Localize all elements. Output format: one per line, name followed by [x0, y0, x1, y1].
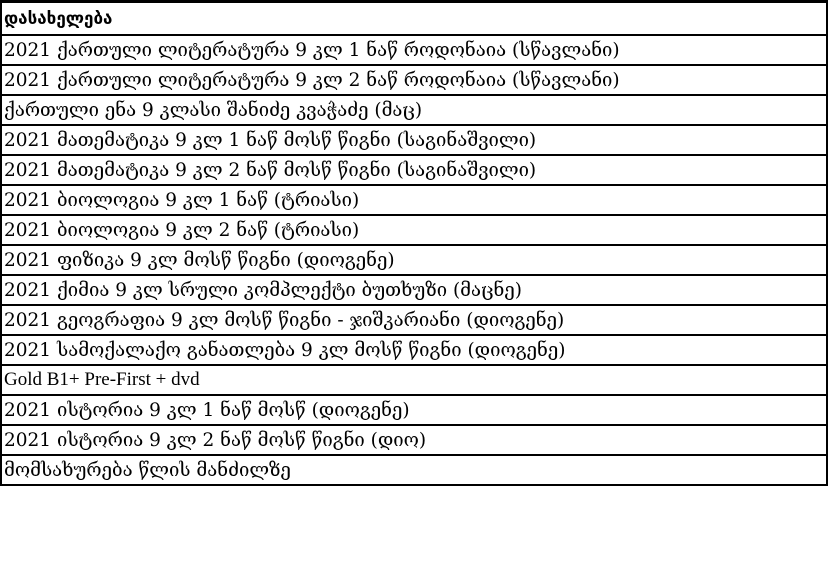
table-row — [1, 275, 827, 305]
table-cell-name: 2021 ფიზიკა 9 კლ მოსწ წიგნი (დიოგენე) — [1, 245, 827, 275]
table-cell-name: 2021 მათემატიკა 9 კლ 1 ნაწ მოსწ წიგნი (საგინაშვილი) — [1, 125, 827, 155]
table-cell-name: მომსახურება წლის მანძილზე — [1, 455, 827, 485]
table-row — [1, 65, 827, 95]
table-row — [1, 245, 827, 275]
table-cell-name: 2021 ისტორია 9 კლ 2 ნაწ მოსწ წიგნი (დიო) — [1, 425, 827, 455]
table-cell-name: 2021 ქართული ლიტერატურა 9 კლ 2 ნაწ როდონაია (სწავლანი) — [1, 65, 827, 95]
table-cell-name: 2021 ბიოლოგია 9 კლ 1 ნაწ (ტრიასი) — [1, 185, 827, 215]
table-row — [1, 395, 827, 425]
table-cell-name: 2021 მათემატიკა 9 კლ 2 ნაწ მოსწ წიგნი (საგინაშვილი) — [1, 155, 827, 185]
table-row — [1, 155, 827, 185]
table-header-row — [1, 2, 827, 36]
table-row — [1, 335, 827, 365]
table-row — [1, 455, 827, 485]
table-cell-name: 2021 ქიმია 9 კლ სრული კომპლექტი ბუთხუზი (მაცნე) — [1, 275, 827, 305]
column-header-name: დასახელება — [1, 2, 827, 36]
table-cell-name: Gold B1+ Pre-First + dvd — [1, 365, 827, 395]
table-row — [1, 35, 827, 65]
table-cell-name: 2021 ბიოლოგია 9 კლ 2 ნაწ (ტრიასი) — [1, 215, 827, 245]
table-cell-name: 2021 სამოქალაქო განათლება 9 კლ მოსწ წიგნი (დიოგენე) — [1, 335, 827, 365]
table-cell-name: 2021 ისტორია 9 კლ 1 ნაწ მოსწ (დიოგენე) — [1, 395, 827, 425]
table-row — [1, 305, 827, 335]
table-row — [1, 95, 827, 125]
table-row — [1, 425, 827, 455]
table-cell-name: 2021 გეოგრაფია 9 კლ მოსწ წიგნი - ჯიშკარიანი (დიოგენე) — [1, 305, 827, 335]
table-cell-name: 2021 ქართული ლიტერატურა 9 კლ 1 ნაწ როდონაია (სწავლანი) — [1, 35, 827, 65]
table-row — [1, 125, 827, 155]
table-row — [1, 185, 827, 215]
table-row — [1, 215, 827, 245]
table-cell-name: ქართული ენა 9 კლასი შანიძე კვაჭაძე (მაც) — [1, 95, 827, 125]
table-row — [1, 365, 827, 395]
